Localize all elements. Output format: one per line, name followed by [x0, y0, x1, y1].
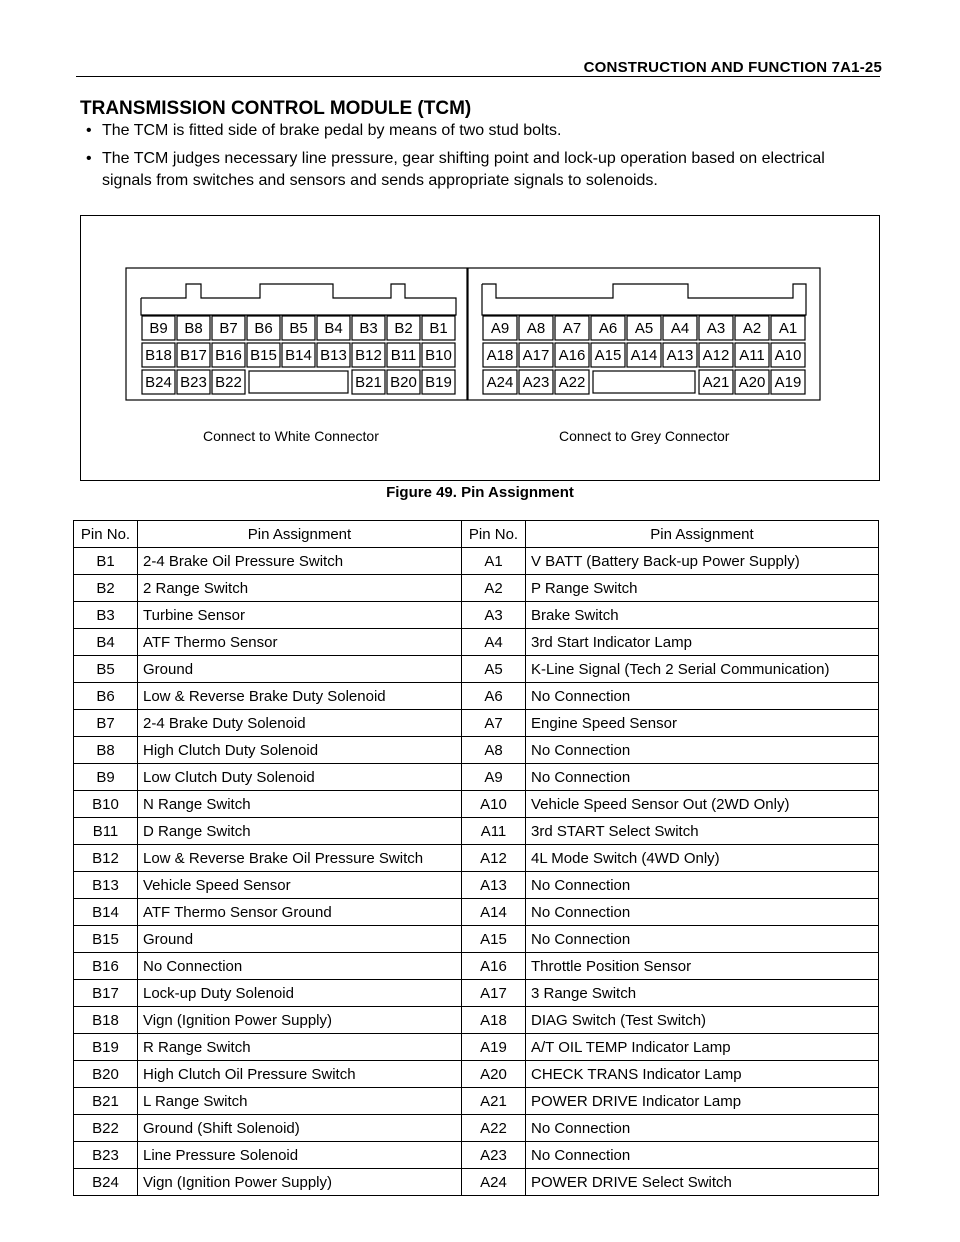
pin-number-cell: A4: [462, 629, 526, 656]
grey-connector-pin-label: A9: [490, 320, 510, 337]
bullet-symbol: •: [86, 122, 92, 139]
pin-assignment-cell: 4L Mode Switch (4WD Only): [526, 845, 879, 872]
pin-number-cell: B8: [74, 737, 138, 764]
pin-number-cell: B21: [74, 1088, 138, 1115]
white-connector-blank-slot: [249, 371, 348, 393]
pin-number-cell: A7: [462, 710, 526, 737]
grey-connector-pin-label: A8: [526, 320, 546, 337]
pin-number-cell: A6: [462, 683, 526, 710]
pin-assignment-cell: 2-4 Brake Oil Pressure Switch: [138, 548, 462, 575]
pin-number-cell: B19: [74, 1034, 138, 1061]
pin-assignment-cell: POWER DRIVE Indicator Lamp: [526, 1088, 879, 1115]
white-connector-pin-label: B3: [359, 320, 378, 337]
pin-assignment-figure: [80, 215, 880, 481]
pin-number-cell: A2: [462, 575, 526, 602]
bullet-text: The TCM is fitted side of brake pedal by means of two stud bolts.: [102, 122, 562, 139]
grey-connector-pin-label: A11: [739, 347, 765, 364]
pin-number-cell: B17: [74, 980, 138, 1007]
pin-number-cell: A10: [462, 791, 526, 818]
bullet-text-continued: signals from switches and sensors and sends appropriate signals to solenoids.: [102, 172, 658, 189]
table-row: [74, 872, 879, 899]
pin-number-cell: A13: [462, 872, 526, 899]
pin-number-cell: B12: [74, 845, 138, 872]
pin-assignment-cell: 3rd START Select Switch: [526, 818, 879, 845]
table-row: [74, 548, 879, 575]
pin-assignment-cell: Throttle Position Sensor: [526, 953, 879, 980]
grey-connector-pin-label: A19: [774, 374, 802, 391]
grey-connector-pin-label: A23: [522, 374, 550, 391]
table-row: [74, 683, 879, 710]
pin-number-cell: A8: [462, 737, 526, 764]
pin-number-cell: B7: [74, 710, 138, 737]
white-connector-pin-label: B4: [324, 320, 343, 337]
column-header: Pin Assignment: [138, 521, 462, 548]
pin-number-cell: B11: [74, 818, 138, 845]
pin-assignment-cell: No Connection: [138, 953, 462, 980]
header-rule: [76, 76, 880, 77]
pin-number-cell: A24: [462, 1169, 526, 1196]
pin-number-cell: A14: [462, 899, 526, 926]
table-row: [74, 1061, 879, 1088]
figure-title: Figure 49. Pin Assignment: [386, 484, 574, 501]
pin-number-cell: B6: [74, 683, 138, 710]
white-connector-pin-label: B16: [215, 347, 242, 364]
pin-number-cell: B2: [74, 575, 138, 602]
pin-number-cell: B18: [74, 1007, 138, 1034]
pin-assignment-cell: Engine Speed Sensor: [526, 710, 879, 737]
pin-number-cell: B14: [74, 899, 138, 926]
grey-connector-pin-label: A2: [742, 320, 762, 337]
pin-assignment-cell: A/T OIL TEMP Indicator Lamp: [526, 1034, 879, 1061]
pin-number-cell: B23: [74, 1142, 138, 1169]
white-connector-pin-label: B17: [180, 347, 207, 364]
pin-assignment-cell: Low & Reverse Brake Oil Pressure Switch: [138, 845, 462, 872]
white-connector-pin-label: B5: [289, 320, 308, 337]
grey-connector-pin-label: A22: [558, 374, 586, 391]
pin-number-cell: A11: [462, 818, 526, 845]
pin-assignment-cell: High Clutch Oil Pressure Switch: [138, 1061, 462, 1088]
grey-connector-pin-label: A20: [738, 374, 766, 391]
pin-number-cell: A21: [462, 1088, 526, 1115]
pin-number-cell: A23: [462, 1142, 526, 1169]
column-header: Pin Assignment: [526, 521, 879, 548]
section-title: TRANSMISSION CONTROL MODULE (TCM): [80, 98, 472, 119]
table-row: [74, 1115, 879, 1142]
pin-assignment-cell: No Connection: [526, 1115, 879, 1142]
table-header-row: [74, 521, 879, 548]
pin-assignment-cell: Ground: [138, 926, 462, 953]
grey-connector-pin-label: A1: [778, 320, 798, 337]
pin-number-cell: A5: [462, 656, 526, 683]
pin-assignment-cell: No Connection: [526, 764, 879, 791]
white-connector-pin-label: B2: [394, 320, 413, 337]
table-row: [74, 899, 879, 926]
grey-connector-pin-label: A3: [706, 320, 726, 337]
pin-number-cell: A22: [462, 1115, 526, 1142]
pin-assignment-cell: No Connection: [526, 737, 879, 764]
grey-connector-pin-label: A7: [562, 320, 582, 337]
white-connector-pin-label: B24: [145, 374, 172, 391]
table-row: [74, 845, 879, 872]
pin-number-cell: A20: [462, 1061, 526, 1088]
bullet-item: [86, 148, 878, 192]
pin-assignment-cell: K-Line Signal (Tech 2 Serial Communication): [526, 656, 879, 683]
grey-connector-pin-label: A15: [594, 347, 622, 364]
bullet-text: The TCM judges necessary line pressure, gear shifting point and lock-up operation based on electrical: [102, 150, 825, 167]
pin-number-cell: B24: [74, 1169, 138, 1196]
table-row: [74, 953, 879, 980]
pin-assignment-cell: 3rd Start Indicator Lamp: [526, 629, 879, 656]
pin-assignment-cell: Line Pressure Solenoid: [138, 1142, 462, 1169]
grey-connector-pin-label: A14: [630, 347, 658, 364]
pin-assignment-cell: Turbine Sensor: [138, 602, 462, 629]
pin-assignment-cell: Brake Switch: [526, 602, 879, 629]
bullet-item: [86, 120, 561, 142]
grey-connector-pin-label: A16: [558, 347, 586, 364]
pin-assignment-cell: POWER DRIVE Select Switch: [526, 1169, 879, 1196]
white-connector-pin-label: B13: [320, 347, 347, 364]
white-connector-pin-label: B8: [184, 320, 203, 337]
grey-connector-pin-label: A5: [634, 320, 654, 337]
pin-assignment-cell: DIAG Switch (Test Switch): [526, 1007, 879, 1034]
white-connector-pin-label: B10: [425, 347, 452, 364]
pin-number-cell: A15: [462, 926, 526, 953]
pin-assignment-cell: P Range Switch: [526, 575, 879, 602]
table-row: [74, 818, 879, 845]
table-row: [74, 656, 879, 683]
table-row: [74, 629, 879, 656]
pin-assignment-cell: No Connection: [526, 1142, 879, 1169]
white-connector-pin-label: B11: [390, 347, 417, 364]
pin-assignment-cell: No Connection: [526, 683, 879, 710]
white-connector-pin-label: B22: [215, 374, 242, 391]
grey-connector-pin-label: A21: [702, 374, 730, 391]
pin-number-cell: B16: [74, 953, 138, 980]
grey-connector-pin-label: A10: [774, 347, 802, 364]
white-connector-pin-label: B14: [285, 347, 312, 364]
pin-assignment-cell: ATF Thermo Sensor Ground: [138, 899, 462, 926]
table-row: [74, 1088, 879, 1115]
pin-number-cell: B13: [74, 872, 138, 899]
pin-assignment-cell: Vign (Ignition Power Supply): [138, 1007, 462, 1034]
grey-connector-pin-label: A13: [666, 347, 694, 364]
pin-number-cell: B10: [74, 791, 138, 818]
pin-assignment-cell: Vign (Ignition Power Supply): [138, 1169, 462, 1196]
pin-assignment-cell: Low & Reverse Brake Duty Solenoid: [138, 683, 462, 710]
pin-assignment-cell: Vehicle Speed Sensor: [138, 872, 462, 899]
pin-assignment-cell: Low Clutch Duty Solenoid: [138, 764, 462, 791]
pin-number-cell: B15: [74, 926, 138, 953]
white-connector-pin-label: B15: [250, 347, 277, 364]
table-row: [74, 1007, 879, 1034]
white-connector-pin-label: B7: [219, 320, 238, 337]
pin-assignment-cell: No Connection: [526, 926, 879, 953]
pin-assignment-cell: No Connection: [526, 872, 879, 899]
pin-number-cell: B5: [74, 656, 138, 683]
white-connector-pin-label: B6: [254, 320, 273, 337]
pin-assignment-cell: D Range Switch: [138, 818, 462, 845]
grey-connector-key-profile: [482, 284, 806, 315]
column-header: Pin No.: [74, 521, 138, 548]
pin-number-cell: A1: [462, 548, 526, 575]
pin-number-cell: B9: [74, 764, 138, 791]
white-connector-pin-label: B1: [429, 320, 448, 337]
white-connector-pin-label: B19: [425, 374, 452, 391]
white-connector-pin-label: B18: [145, 347, 172, 364]
pin-assignment-cell: 3 Range Switch: [526, 980, 879, 1007]
white-connector-key-profile: [141, 284, 456, 315]
pin-assignment-cell: V BATT (Battery Back-up Power Supply): [526, 548, 879, 575]
pin-assignment-cell: No Connection: [526, 899, 879, 926]
pin-assignment-cell: Lock-up Duty Solenoid: [138, 980, 462, 1007]
pin-assignment-cell: 2-4 Brake Duty Solenoid: [138, 710, 462, 737]
table-row: [74, 1034, 879, 1061]
pin-number-cell: B3: [74, 602, 138, 629]
grey-connector-pin-label: A24: [486, 374, 514, 391]
grey-connector-pin-label: A6: [598, 320, 618, 337]
pin-number-cell: B4: [74, 629, 138, 656]
pin-assignment-cell: L Range Switch: [138, 1088, 462, 1115]
pin-assignment-cell: N Range Switch: [138, 791, 462, 818]
table-row: [74, 602, 879, 629]
table-row: [74, 980, 879, 1007]
connector-diagram: [81, 216, 881, 482]
table-row: [74, 791, 879, 818]
pin-assignment-cell: High Clutch Duty Solenoid: [138, 737, 462, 764]
pin-number-cell: B22: [74, 1115, 138, 1142]
page-header-title: CONSTRUCTION AND FUNCTION 7A1-25: [583, 59, 882, 76]
pin-assignment-cell: Ground (Shift Solenoid): [138, 1115, 462, 1142]
pin-assignment-cell: ATF Thermo Sensor: [138, 629, 462, 656]
table-row: [74, 575, 879, 602]
pin-number-cell: A16: [462, 953, 526, 980]
grey-connector-pin-label: A18: [486, 347, 514, 364]
white-connector-caption: Connect to White Connector: [203, 428, 379, 444]
pin-assignment-cell: 2 Range Switch: [138, 575, 462, 602]
pin-number-cell: B1: [74, 548, 138, 575]
pin-number-cell: A3: [462, 602, 526, 629]
grey-connector-pin-label: A12: [702, 347, 730, 364]
white-connector-pin-label: B21: [355, 374, 382, 391]
pin-number-cell: B20: [74, 1061, 138, 1088]
pin-number-cell: A17: [462, 980, 526, 1007]
column-header: Pin No.: [462, 521, 526, 548]
pin-assignment-cell: Vehicle Speed Sensor Out (2WD Only): [526, 791, 879, 818]
table-row: [74, 1169, 879, 1196]
pin-assignment-table: [73, 520, 879, 1196]
pin-number-cell: A18: [462, 1007, 526, 1034]
table-row: [74, 926, 879, 953]
pin-assignment-cell: R Range Switch: [138, 1034, 462, 1061]
pin-number-cell: A19: [462, 1034, 526, 1061]
pin-number-cell: A12: [462, 845, 526, 872]
grey-connector-blank-slot: [593, 371, 695, 393]
table-row: [74, 737, 879, 764]
grey-connector-pin-label: A17: [522, 347, 550, 364]
pin-assignment-cell: Ground: [138, 656, 462, 683]
table-row: [74, 710, 879, 737]
grey-connector-caption: Connect to Grey Connector: [559, 428, 730, 444]
table-row: [74, 764, 879, 791]
white-connector-pin-label: B20: [390, 374, 417, 391]
white-connector-pin-label: B23: [180, 374, 207, 391]
white-connector-pin-label: B9: [149, 320, 168, 337]
white-connector-pin-label: B12: [355, 347, 382, 364]
table-row: [74, 1142, 879, 1169]
pin-number-cell: A9: [462, 764, 526, 791]
grey-connector-pin-label: A4: [670, 320, 690, 337]
pin-assignment-cell: CHECK TRANS Indicator Lamp: [526, 1061, 879, 1088]
bullet-symbol: •: [86, 150, 92, 167]
